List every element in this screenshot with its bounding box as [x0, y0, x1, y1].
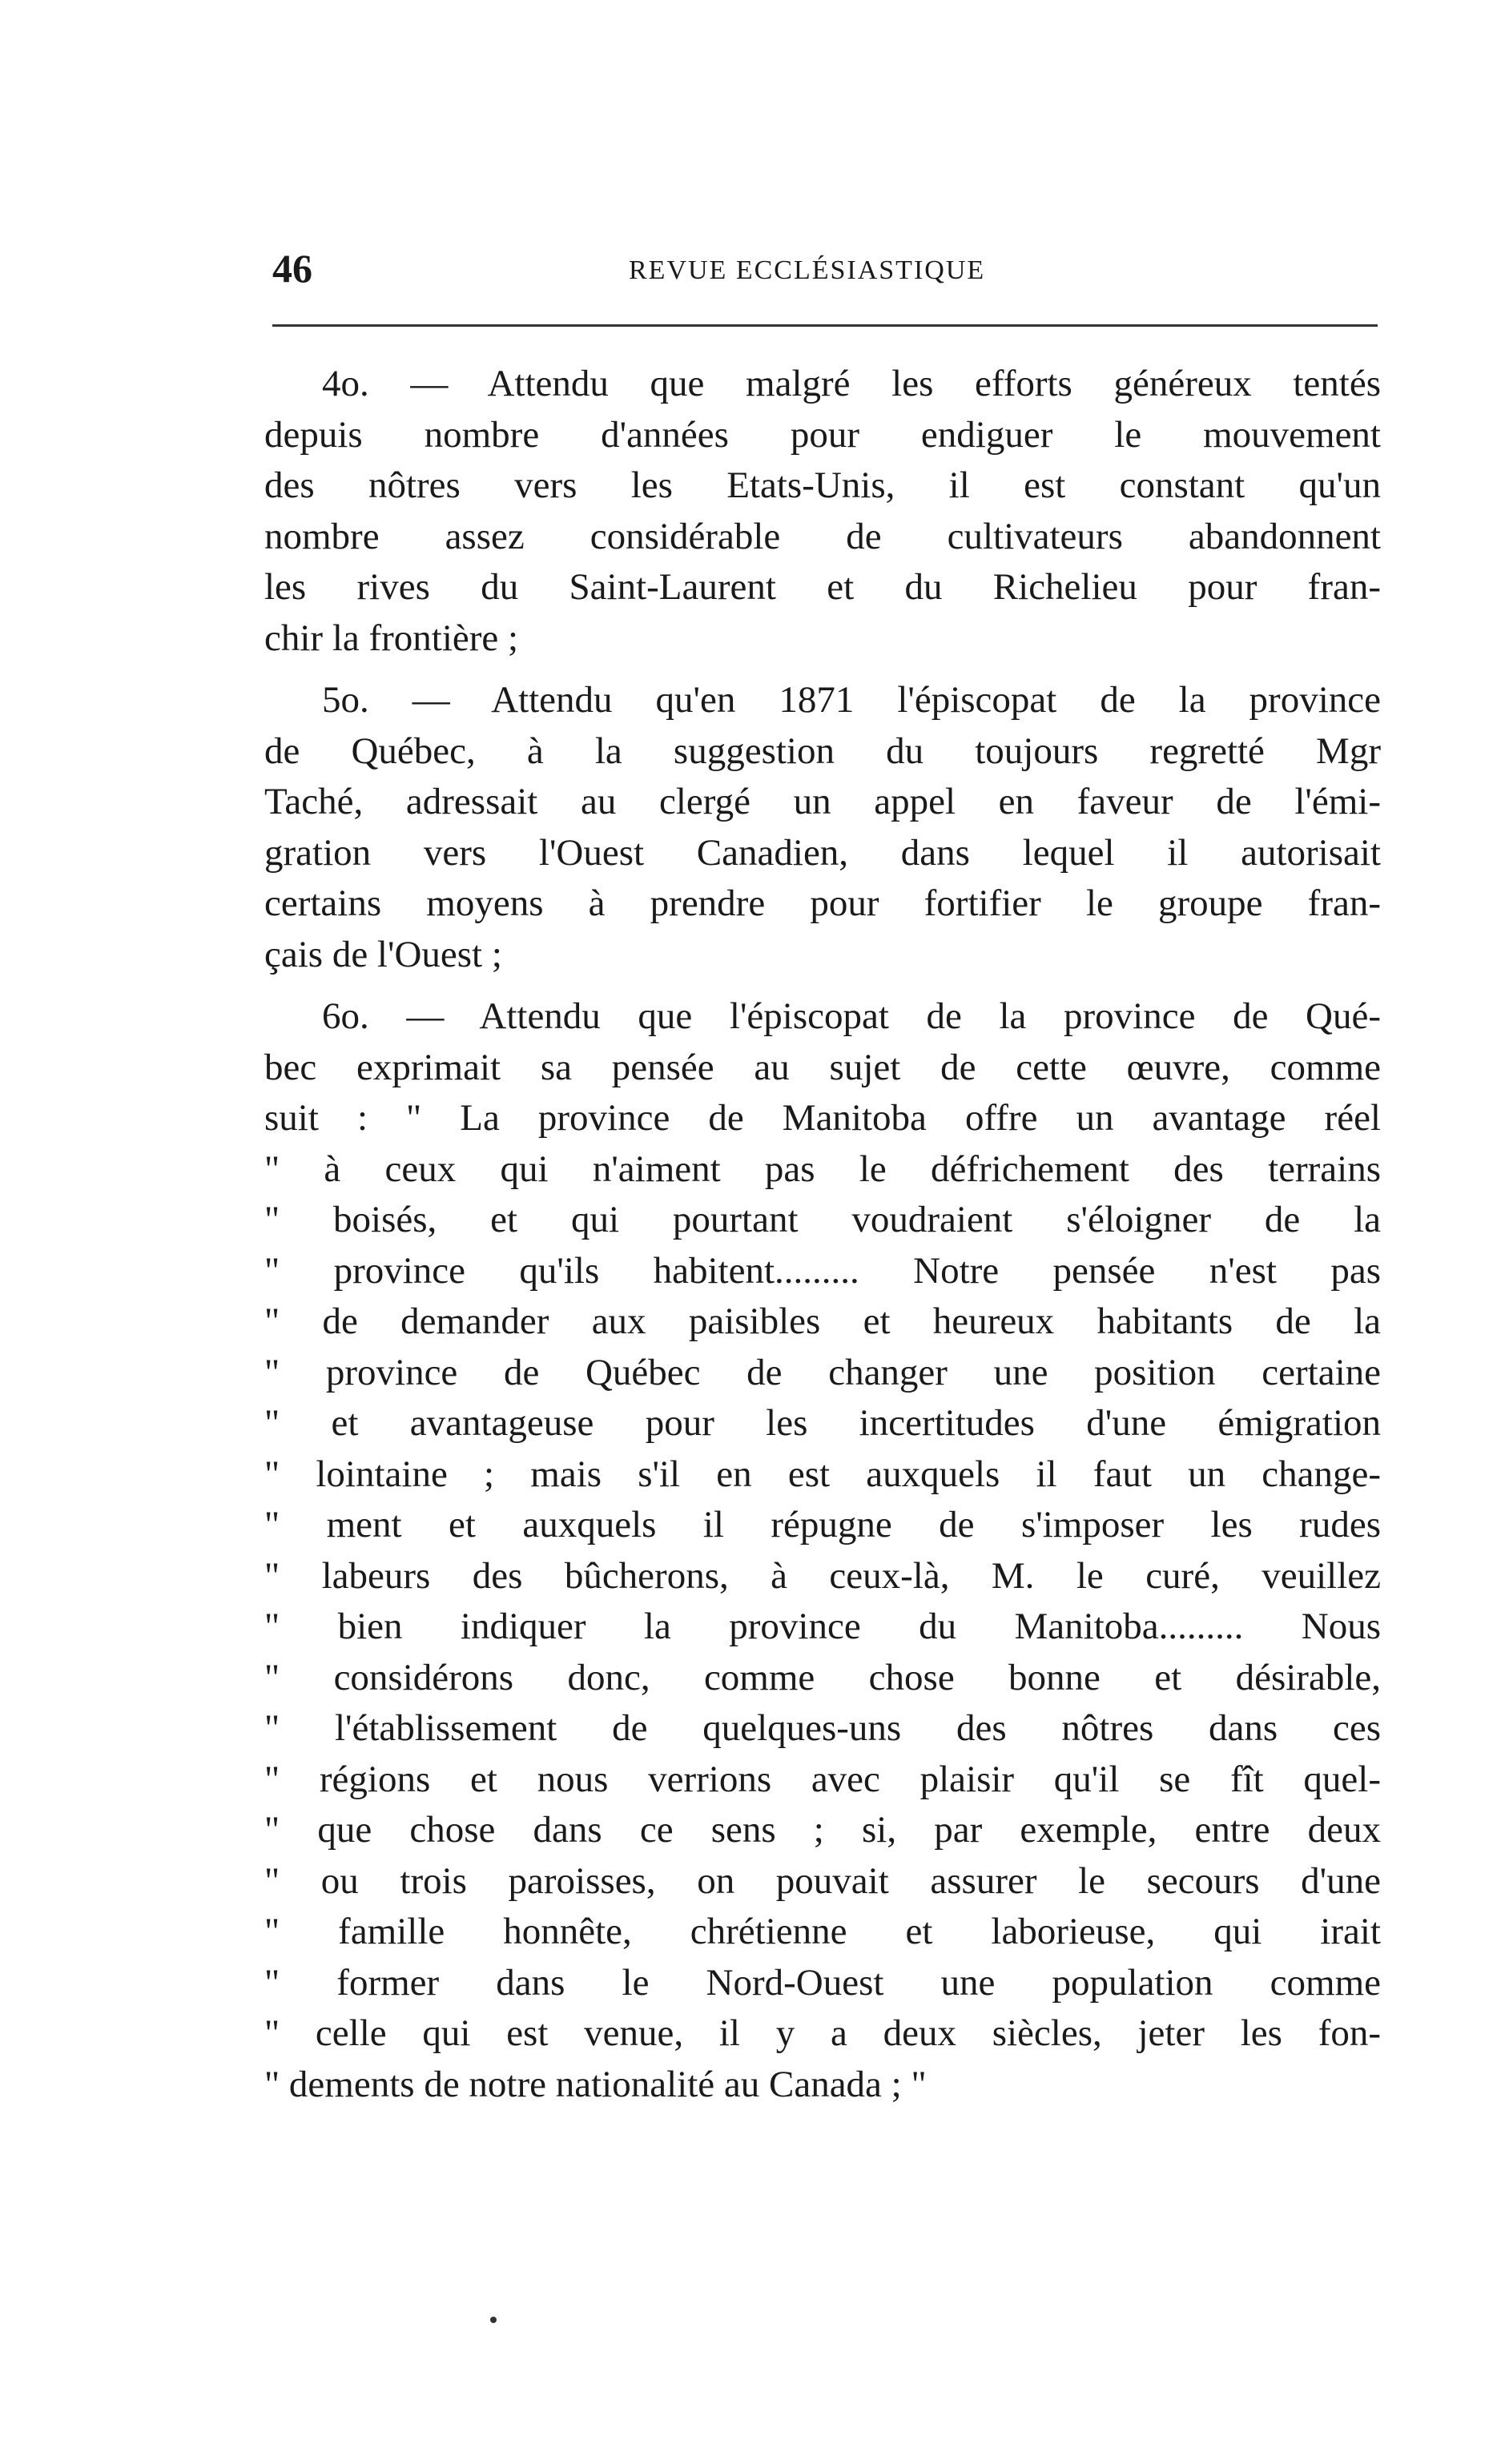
text-line: " province qu'ils habitent......... Notre pensée n'est pas: [264, 1249, 1381, 1292]
text-line: " l'établissement de quelques-uns des nôtres dans ces: [264, 1707, 1381, 1749]
header-rule: [272, 324, 1378, 327]
text-line: " que chose dans ce sens ; si, par exemple, entre deux: [264, 1809, 1381, 1851]
running-title: REVUE ECCLÉSIASTIQUE: [629, 255, 986, 285]
text-line: " boisés, et qui pourtant voudraient s'éloigner de la: [264, 1199, 1381, 1240]
text-line: 4o. — Attendu que malgré les efforts généreux tentés: [322, 363, 1381, 404]
text-line: " province de Québec de changer une position certaine: [264, 1351, 1381, 1393]
body-text: [264, 359, 1381, 2110]
text-line: des nôtres vers les Etats-Unis, il est constant qu'un: [264, 464, 1381, 506]
text-line: " à ceux qui n'aiment pas le défrichement des terrains: [264, 1148, 1381, 1190]
text-line: " dements de notre nationalité au Canada ; ": [264, 2063, 927, 2105]
text-line: " celle qui est venue, il y a deux siècles, jeter les fon-: [264, 2012, 1381, 2054]
paragraph: [264, 675, 1381, 980]
text-line: bec exprimait sa pensée au sujet de cette œuvre, comme: [264, 1046, 1381, 1088]
text-line: " régions et nous verrions avec plaisir qu'il se fît quel-: [264, 1758, 1381, 1800]
text-line: " bien indiquer la province du Manitoba......... Nous: [264, 1606, 1381, 1647]
text-line: gration vers l'Ouest Canadien, dans lequel il autorisait: [264, 831, 1381, 874]
text-line: certains moyens à prendre pour fortifier le groupe fran-: [264, 882, 1381, 924]
text-line: " ou trois paroisses, on pouvait assurer le secours d'une: [264, 1859, 1381, 1902]
text-line: depuis nombre d'années pour endiguer le mouvement: [264, 413, 1381, 456]
running-head: [272, 240, 1378, 296]
text-line: çais de l'Ouest ;: [264, 933, 502, 975]
text-line: " ment et auxquels il répugne de s'imposer les rudes: [264, 1504, 1381, 1546]
text-line: " famille honnête, chrétienne et laborieuse, qui irait: [264, 1911, 1381, 1952]
text-line: " former dans le Nord-Ouest une population comme: [264, 1961, 1381, 2004]
text-line: " considérons donc, comme chose bonne et désirable,: [264, 1656, 1381, 1698]
text-line: " et avantageuse pour les incertitudes d'une émigration: [264, 1402, 1381, 1444]
text-line: chir la frontière ;: [264, 617, 519, 659]
text-line: " labeurs des bûcherons, à ceux-là, M. le curé, veuillez: [264, 1554, 1381, 1597]
text-line: " de demander aux paisibles et heureux habitants de la: [264, 1300, 1381, 1342]
paragraph: [264, 991, 1381, 2110]
text-line: " lointaine ; mais s'il en est auxquels il faut un change-: [264, 1453, 1381, 1495]
page-number: 46: [272, 246, 312, 291]
text-line: 5o. — Attendu qu'en 1871 l'épiscopat de la province: [322, 679, 1381, 721]
text-line: Taché, adressait au clergé un appel en faveur de l'émi-: [264, 781, 1381, 822]
text-line: 6o. — Attendu que l'épiscopat de la province de Qué-: [322, 995, 1381, 1037]
ink-speck: [490, 2317, 497, 2323]
text-line: nombre assez considérable de cultivateurs abandonnent: [264, 515, 1381, 557]
paragraph: [264, 359, 1381, 664]
text-line: suit : " La province de Manitoba offre un avantage réel: [264, 1097, 1381, 1139]
text-line: de Québec, à la suggestion du toujours regretté Mgr: [264, 730, 1381, 772]
text-line: les rives du Saint-Laurent et du Richelieu pour fran-: [264, 566, 1381, 608]
